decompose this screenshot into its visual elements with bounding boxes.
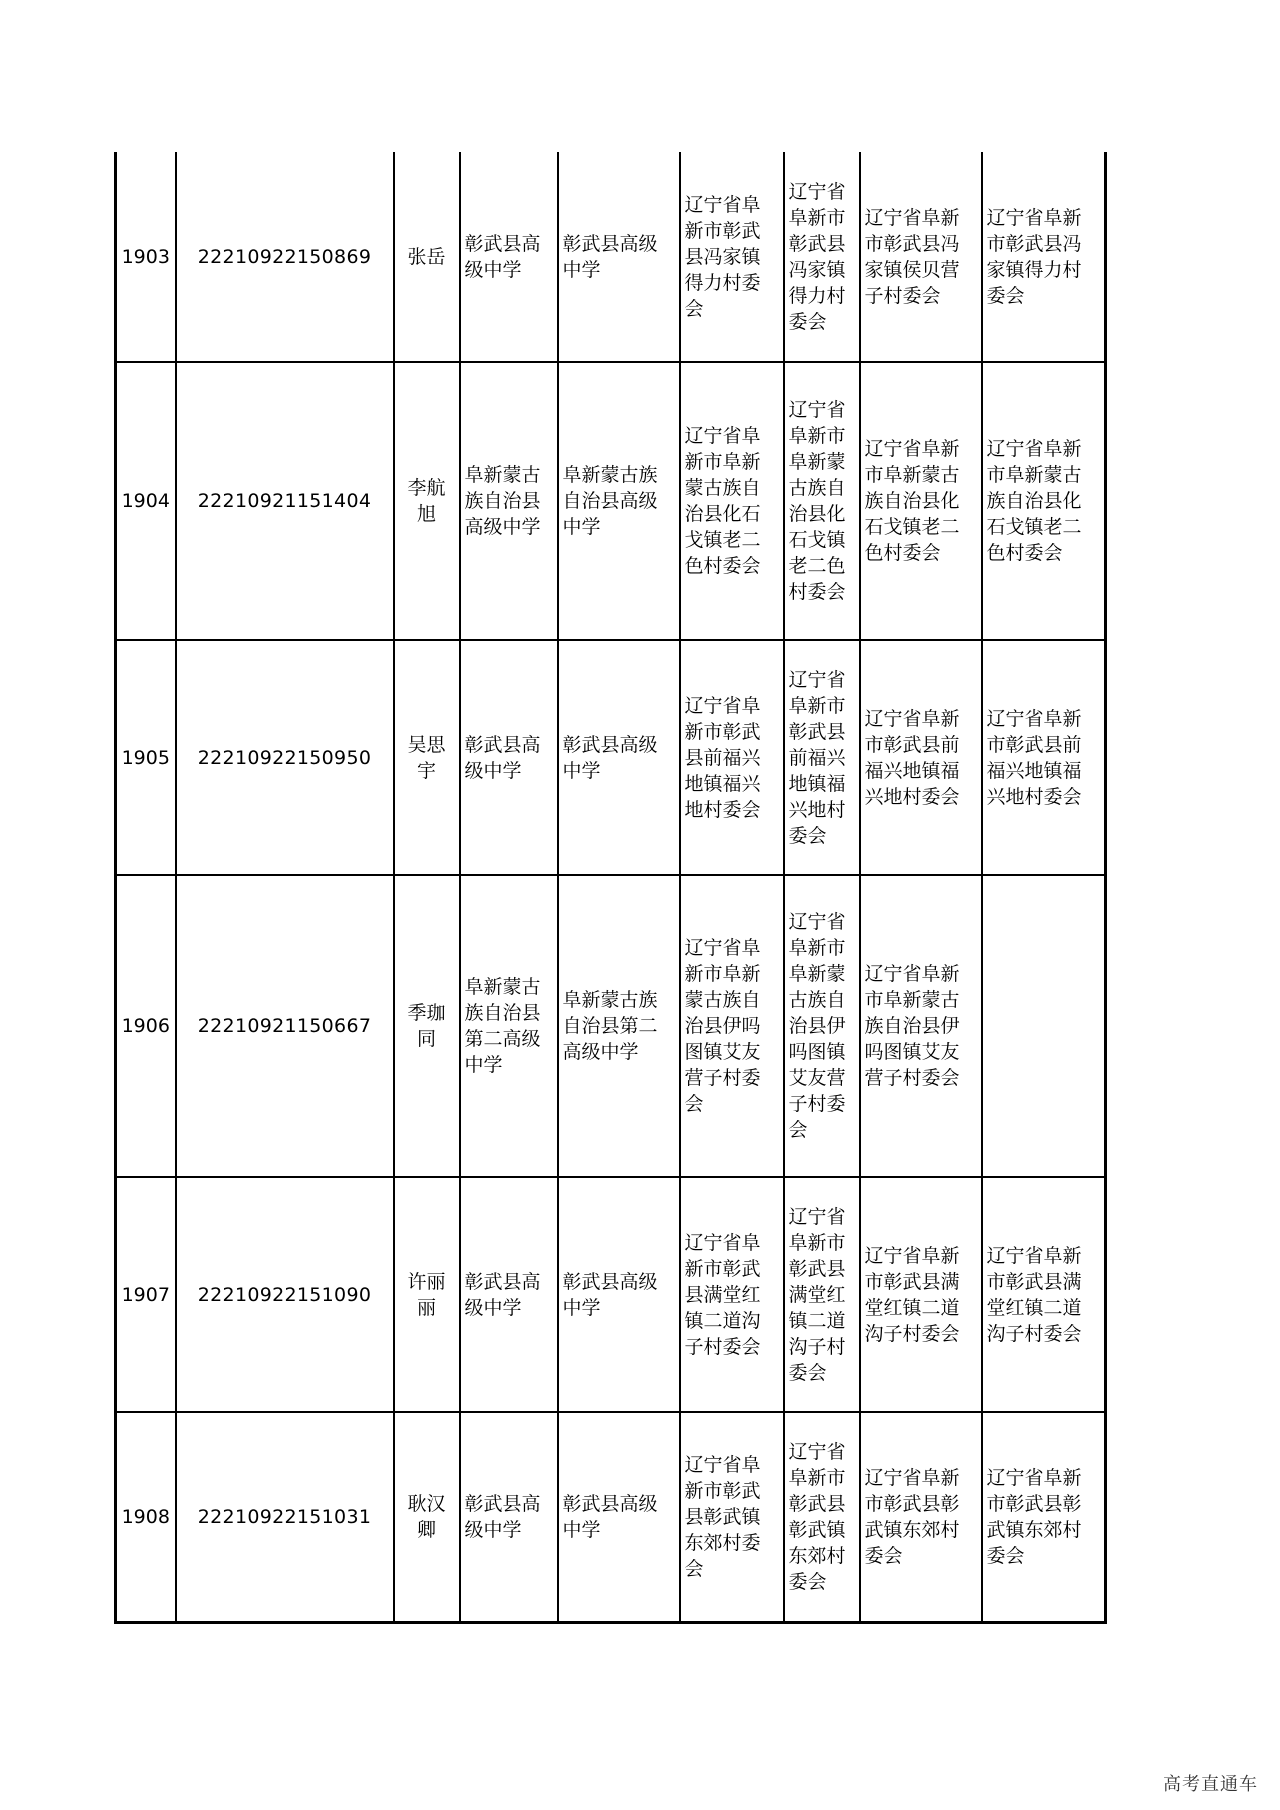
- student-name-cell: 许丽丽: [394, 1177, 460, 1412]
- watermark-text: 高考直通车: [1163, 1774, 1258, 1795]
- address-cell: 辽宁省阜新市彰武县前福兴地镇福兴地村委会: [784, 640, 860, 875]
- table-row: [116, 152, 1106, 362]
- address-cell: 辽宁省阜新市彰武县满堂红镇二道沟子村委会: [784, 1177, 860, 1412]
- address-cell: [982, 875, 1106, 1177]
- address-cell: 辽宁省阜新市阜新蒙古族自治县化石戈镇老二色村委会: [860, 362, 982, 640]
- address-cell: 辽宁省阜新市彰武县彰武镇东郊村委会: [680, 1412, 784, 1622]
- address-cell: 辽宁省阜新市彰武县彰武镇东郊村委会: [860, 1412, 982, 1622]
- exam-id-cell: 22210922151031: [176, 1412, 394, 1622]
- table-row: [116, 1412, 1106, 1622]
- row-number-cell: 1905: [116, 640, 176, 875]
- student-name-cell: 吴思宇: [394, 640, 460, 875]
- address-cell: 辽宁省阜新市阜新蒙古族自治县化石戈镇老二色村委会: [680, 362, 784, 640]
- row-number-cell: 1903: [116, 152, 176, 362]
- school-cell: 彰武县高级中学: [460, 152, 558, 362]
- school-cell: 彰武县高级中学: [558, 640, 680, 875]
- address-cell: 辽宁省阜新市彰武县满堂红镇二道沟子村委会: [982, 1177, 1106, 1412]
- row-number-cell: 1906: [116, 875, 176, 1177]
- table-row: [116, 1177, 1106, 1412]
- address-cell: 辽宁省阜新市彰武县冯家镇得力村委会: [680, 152, 784, 362]
- school-cell: 阜新蒙古族自治县第二高级中学: [558, 875, 680, 1177]
- address-cell: 辽宁省阜新市彰武县冯家镇得力村委会: [982, 152, 1106, 362]
- student-name-cell: 张岳: [394, 152, 460, 362]
- address-cell: 辽宁省阜新市彰武县满堂红镇二道沟子村委会: [860, 1177, 982, 1412]
- exam-id-cell: 22210921151404: [176, 362, 394, 640]
- school-cell: 阜新蒙古族自治县高级中学: [460, 362, 558, 640]
- student-name-cell: 李航旭: [394, 362, 460, 640]
- exam-id-cell: 22210922150869: [176, 152, 394, 362]
- address-cell: 辽宁省阜新市阜新蒙古族自治县伊吗图镇艾友营子村委会: [680, 875, 784, 1177]
- address-cell: 辽宁省阜新市彰武县前福兴地镇福兴地村委会: [860, 640, 982, 875]
- exam-id-cell: 22210922150950: [176, 640, 394, 875]
- row-number-cell: 1904: [116, 362, 176, 640]
- address-cell: 辽宁省阜新市彰武县彰武镇东郊村委会: [784, 1412, 860, 1622]
- address-cell: 辽宁省阜新市阜新蒙古族自治县化石戈镇老二色村委会: [784, 362, 860, 640]
- school-cell: 彰武县高级中学: [460, 640, 558, 875]
- address-cell: 辽宁省阜新市彰武县满堂红镇二道沟子村委会: [680, 1177, 784, 1412]
- school-cell: 彰武县高级中学: [558, 152, 680, 362]
- school-cell: 彰武县高级中学: [460, 1412, 558, 1622]
- table-row: [116, 875, 1106, 1177]
- school-cell: 彰武县高级中学: [460, 1177, 558, 1412]
- exam-id-cell: 22210921150667: [176, 875, 394, 1177]
- address-cell: 辽宁省阜新市彰武县冯家镇得力村委会: [784, 152, 860, 362]
- row-number-cell: 1908: [116, 1412, 176, 1622]
- student-name-cell: 耿汉卿: [394, 1412, 460, 1622]
- table-row: [116, 640, 1106, 875]
- row-number-cell: 1907: [116, 1177, 176, 1412]
- address-cell: 辽宁省阜新市彰武县前福兴地镇福兴地村委会: [982, 640, 1106, 875]
- school-cell: 阜新蒙古族自治县高级中学: [558, 362, 680, 640]
- student-name-cell: 季珈同: [394, 875, 460, 1177]
- address-cell: 辽宁省阜新市彰武县彰武镇东郊村委会: [982, 1412, 1106, 1622]
- address-cell: 辽宁省阜新市彰武县前福兴地镇福兴地村委会: [680, 640, 784, 875]
- table-row: [116, 362, 1106, 640]
- exam-id-cell: 22210922151090: [176, 1177, 394, 1412]
- school-cell: 彰武县高级中学: [558, 1412, 680, 1622]
- address-cell: 辽宁省阜新市阜新蒙古族自治县伊吗图镇艾友营子村委会: [860, 875, 982, 1177]
- address-cell: 辽宁省阜新市阜新蒙古族自治县化石戈镇老二色村委会: [982, 362, 1106, 640]
- address-cell: 辽宁省阜新市彰武县冯家镇侯贝营子村委会: [860, 152, 982, 362]
- school-cell: 彰武县高级中学: [558, 1177, 680, 1412]
- school-cell: 阜新蒙古族自治县第二高级中学: [460, 875, 558, 1177]
- address-cell: 辽宁省阜新市阜新蒙古族自治县伊吗图镇艾友营子村委会: [784, 875, 860, 1177]
- student-roster-table: [114, 152, 1107, 1624]
